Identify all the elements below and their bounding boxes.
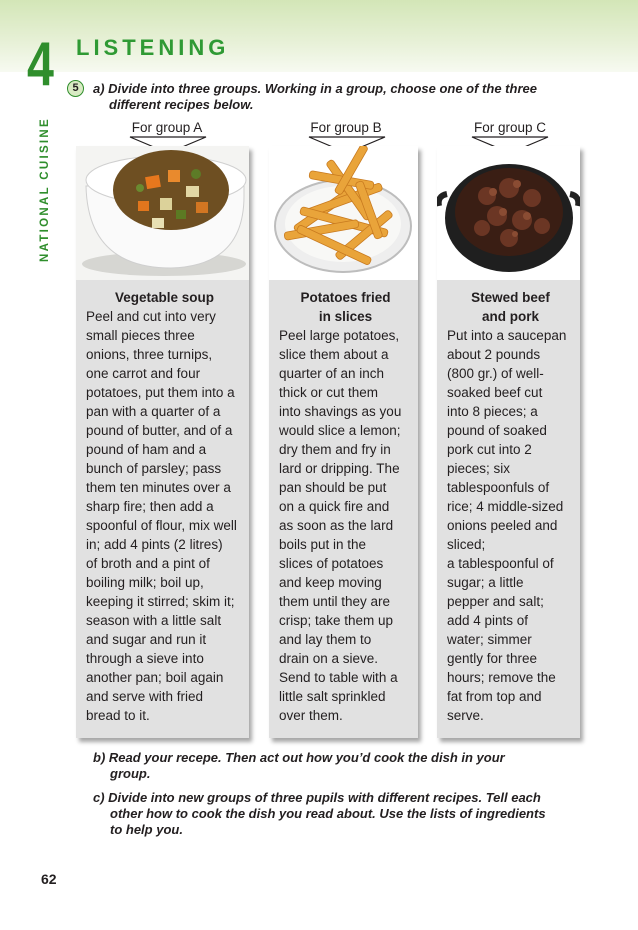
- recipe-c-line: about 2 pounds: [447, 347, 541, 362]
- recipe-b-line: Send to table with a: [279, 670, 398, 685]
- recipe-c-line: pork cut into 2: [447, 442, 532, 457]
- recipe-b-line: them until they are: [279, 594, 391, 609]
- group-c-label: For group C: [473, 120, 547, 135]
- recipe-c-line: water; simmer: [447, 632, 532, 647]
- recipe-b-title-line1: Potatoes fried: [300, 290, 391, 305]
- group-a-label: For group A: [131, 120, 203, 135]
- recipe-a-line: season with a little salt: [86, 613, 222, 628]
- recipe-b-line: and keep moving: [279, 575, 382, 590]
- recipe-a-line: small pieces three: [86, 328, 195, 343]
- recipe-b-line: thick or cut them: [279, 385, 379, 400]
- recipe-a-line: bread to it.: [86, 708, 150, 723]
- instruction-c-line2: other how to cook the dish you read about. Use the lists of ingredients: [110, 806, 546, 821]
- recipe-a-line: Peel and cut into very: [86, 309, 216, 324]
- recipe-b-line: Peel large potatoes,: [279, 328, 400, 343]
- recipe-c-line: serve.: [447, 708, 484, 723]
- recipe-b-line: lard or dripping. The: [279, 461, 400, 476]
- recipe-a-line: them ten minutes over a: [86, 480, 231, 495]
- recipe-b-line: as soon as the lard: [279, 518, 394, 533]
- recipe-a-line: spoonful of flour, mix well: [86, 518, 237, 533]
- side-label: NATIONAL CUISINE: [39, 117, 51, 262]
- instruction-a-line1: a) Divide into three groups. Working in a group, choose one of the three: [93, 81, 537, 96]
- recipe-a-title: Vegetable soup: [114, 290, 215, 305]
- recipe-b-line: little salt sprinkled: [279, 689, 386, 704]
- recipe-c-title-line1: Stewed beef: [471, 290, 550, 305]
- recipe-card-a: [76, 146, 249, 738]
- vegetable-soup-image: [76, 146, 249, 280]
- task-number-badge: 5: [67, 80, 84, 97]
- recipe-b-line: quarter of an inch: [279, 366, 385, 381]
- recipe-a-line: boiling milk; boil up,: [86, 575, 204, 590]
- recipe-b-line: into shavings as you: [279, 404, 402, 419]
- recipe-c-line: fat from top and: [447, 689, 542, 704]
- recipe-c-title-line2: and pork: [481, 309, 539, 324]
- recipe-a-line: of broth and a pint of: [86, 556, 210, 571]
- recipe-c-line: hours; remove the: [447, 670, 556, 685]
- recipe-c-line: pepper and salt;: [447, 594, 544, 609]
- recipe-c-line: pound of soaked: [447, 423, 547, 438]
- stewed-beef-image: [437, 146, 580, 280]
- recipe-a-line: and sugar and run it: [86, 632, 207, 647]
- instruction-b-line1: b) Read your recepe. Then act out how you’d cook the dish in your: [93, 750, 505, 765]
- recipe-a-line: bunch of parsley; pass: [86, 461, 222, 476]
- recipe-a-line: sharp fire; then add a: [86, 499, 214, 514]
- recipe-b-line: slice them about a: [279, 347, 389, 362]
- recipe-b-line: slices of potatoes: [279, 556, 384, 571]
- section-title: LISTENING: [76, 35, 230, 60]
- recipe-b-line: boils put in the: [279, 537, 367, 552]
- recipe-b-line: would slice a lemon;: [279, 423, 401, 438]
- fried-potatoes-image: [269, 146, 418, 280]
- recipe-a-line: one carrot and four: [86, 366, 201, 381]
- recipe-c-line: pieces; six: [447, 461, 511, 476]
- instruction-c-line3: to help you.: [110, 822, 183, 837]
- recipe-card-c: [437, 146, 580, 738]
- recipe-a-line: another pan; boil again: [86, 670, 224, 685]
- unit-number: 4: [27, 30, 54, 99]
- recipe-b-line: on a quick fire and: [279, 499, 390, 514]
- instruction-a-line2: different recipes below.: [109, 97, 254, 112]
- recipe-a-line: in; add 4 pints (2 litres): [86, 537, 223, 552]
- instruction-c-line1: c) Divide into new groups of three pupils with different recipes. Tell each: [93, 790, 541, 805]
- recipe-b-line: over them.: [279, 708, 343, 723]
- recipe-b-line: dry them and fry in: [279, 442, 391, 457]
- recipe-c-line: gently for three: [447, 651, 538, 666]
- recipe-c-line: (800 gr.) of well-: [447, 366, 544, 381]
- recipe-card-b: [269, 146, 418, 738]
- recipe-a-line: pound of ham and a: [86, 442, 207, 457]
- recipe-c-line: add 4 pints of: [447, 613, 529, 628]
- recipe-a-line: through a sieve into: [86, 651, 204, 666]
- recipe-b-line: crisp; take them up: [279, 613, 394, 628]
- recipe-c-line: onions peeled and: [447, 518, 558, 533]
- recipe-a-line: potatoes, put them into a: [86, 385, 235, 400]
- recipe-a-line: onions, three turnips,: [86, 347, 213, 362]
- recipe-c-line: sugar; a little: [447, 575, 524, 590]
- group-b-label: For group B: [310, 120, 382, 135]
- recipe-b-line: drain on a sieve.: [279, 651, 379, 666]
- recipe-a-line: pan with a quarter of a: [86, 404, 221, 419]
- recipe-c-line: tablespoonfuls of: [447, 480, 550, 495]
- recipe-a-line: keeping it stirred; skim it;: [86, 594, 235, 609]
- recipe-c-line: soaked beef cut: [447, 385, 543, 400]
- recipe-a-line: pound of butter, and of a: [86, 423, 233, 438]
- recipe-b-title-line2: in slices: [318, 309, 373, 324]
- recipe-c-line: Put into a saucepan: [447, 328, 567, 343]
- recipe-a-line: and serve with fried: [86, 689, 204, 704]
- recipe-b-line: pan should be put: [279, 480, 387, 495]
- instruction-b-line2: group.: [110, 766, 151, 781]
- recipe-c-line: sliced;: [447, 537, 486, 552]
- recipe-c-line: into 8 pieces; a: [447, 404, 538, 419]
- recipe-b-line: and lay them to: [279, 632, 372, 647]
- recipe-c-line: a tablespoonful of: [447, 556, 554, 571]
- recipe-c-line: rice; 4 middle-sized: [447, 499, 564, 514]
- page-number: 62: [41, 871, 57, 887]
